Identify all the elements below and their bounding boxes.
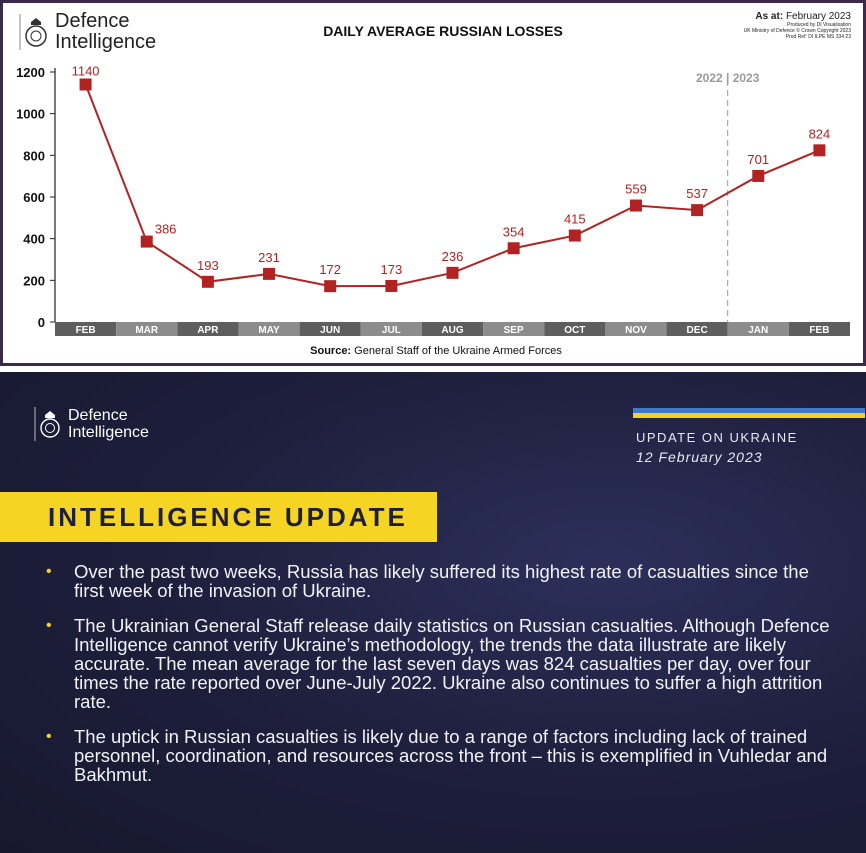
data-label: 354 (502, 224, 525, 240)
data-point-marker (630, 200, 642, 212)
data-point-marker (569, 230, 581, 242)
bullet-item (46, 727, 836, 784)
data-point-marker (141, 236, 153, 248)
data-label: 824 (808, 126, 831, 142)
x-tick-label: FEB (75, 325, 96, 336)
x-tick-label: AUG (441, 325, 464, 336)
line-chart (0, 0, 866, 366)
x-tick-label: JUN (320, 325, 341, 336)
y-tick-label: 1000 (16, 106, 45, 122)
bullet-dot-icon: • (46, 563, 52, 580)
x-tick-label: JUL (381, 325, 401, 336)
y-tick-label: 200 (23, 273, 45, 289)
bullet-text: Over the past two weeks, Russia has likely suffered its highest rate of casualties since the first week of the invasion of Ukraine. (74, 561, 809, 601)
year-divider-label: 2022 | 2023 (695, 71, 760, 85)
x-tick-label: SEP (503, 325, 524, 336)
data-label: 559 (625, 181, 647, 197)
y-tick-label: 400 (23, 231, 45, 247)
data-label: 231 (258, 249, 280, 265)
bullet-item (46, 562, 836, 600)
data-label: 415 (563, 211, 586, 227)
logo-line2: Intelligence (55, 31, 157, 53)
credit-line3: Prod Ref: DI ILPE MS 334 23 (785, 34, 851, 40)
source-text: General Staff of the Ukraine Armed Forces (354, 345, 562, 357)
data-label: 386 (154, 221, 177, 237)
bullet-item (46, 616, 836, 711)
logo-line2-dark: Intelligence (68, 424, 149, 441)
intelligence-update-banner (0, 492, 437, 542)
crest-icon-light (34, 406, 62, 442)
data-point-marker (324, 280, 336, 292)
as-at-value: February 2023 (785, 11, 851, 22)
logo-line1: Defence (55, 10, 130, 32)
y-tick-label: 600 (23, 190, 45, 205)
update-date: 12 February 2023 (636, 449, 763, 465)
data-label: 537 (686, 186, 708, 202)
credit-line2: UK Ministry of Defence © Crown Copyright 2023 (743, 28, 851, 34)
x-tick-label: NOV (625, 325, 647, 336)
defence-intelligence-logo-dark (34, 406, 149, 442)
x-tick-label: DEC (686, 325, 708, 336)
update-heading (636, 430, 798, 465)
x-tick-label: APR (197, 325, 219, 336)
data-point-marker (202, 276, 214, 288)
data-label: 701 (747, 151, 770, 167)
bullet-text: The uptick in Russian casualties is likely due to a range of factors including lack of trained personnel, coordination, and resources across the front – this is exemplified in Vuhledar and Bakhmut. (74, 726, 828, 785)
bullet-text: The Ukrainian General Staff release daily statistics on Russian casualties. Although Defence Intelligence cannot verify Ukraine’s methodology, the trends the data illustrate are likely accurate. The mean average for the last seven days was 824 casualties per day, over four times the rate reported over June-July 2022. Ukraine also continues to suffer a high attrition rate. (74, 615, 830, 712)
data-point-marker (385, 280, 397, 292)
data-point-marker (447, 267, 459, 279)
data-point-marker (80, 79, 92, 91)
data-label: 172 (319, 262, 342, 278)
data-label: 173 (380, 261, 403, 277)
credit-line1: Produced by DI Visualisation (787, 22, 851, 28)
data-point-marker (263, 268, 275, 280)
x-tick-label: OCT (564, 325, 586, 336)
chart-title: DAILY AVERAGE RUSSIAN LOSSES (323, 23, 563, 39)
data-label: 193 (197, 257, 219, 273)
data-point-marker (508, 242, 520, 254)
x-tick-label: JAN (748, 325, 769, 336)
banner-text: INTELLIGENCE UPDATE (48, 502, 408, 532)
data-label: 1140 (71, 63, 100, 79)
data-point-marker (752, 170, 764, 182)
bullet-dot-icon: • (46, 617, 52, 634)
y-tick-label: 0 (37, 315, 45, 330)
source-label: Source: (310, 345, 352, 357)
data-label: 236 (441, 248, 464, 264)
bullet-dot-icon: • (46, 728, 52, 745)
data-point-marker (813, 144, 825, 156)
y-tick-label: 1200 (16, 65, 45, 80)
logo-line1-dark: Defence (68, 407, 128, 424)
x-tick-label: MAY (258, 325, 280, 336)
update-panel (0, 372, 866, 853)
data-point-marker (691, 204, 703, 216)
x-tick-label: MAR (135, 325, 159, 336)
update-title: UPDATE ON UKRAINE (636, 430, 798, 445)
as-at-label: As at: (755, 11, 784, 22)
ukraine-flag-stripe (633, 408, 865, 418)
bullet-list (46, 562, 836, 800)
y-tick-label: 800 (23, 148, 45, 164)
x-tick-label: FEB (809, 325, 830, 336)
